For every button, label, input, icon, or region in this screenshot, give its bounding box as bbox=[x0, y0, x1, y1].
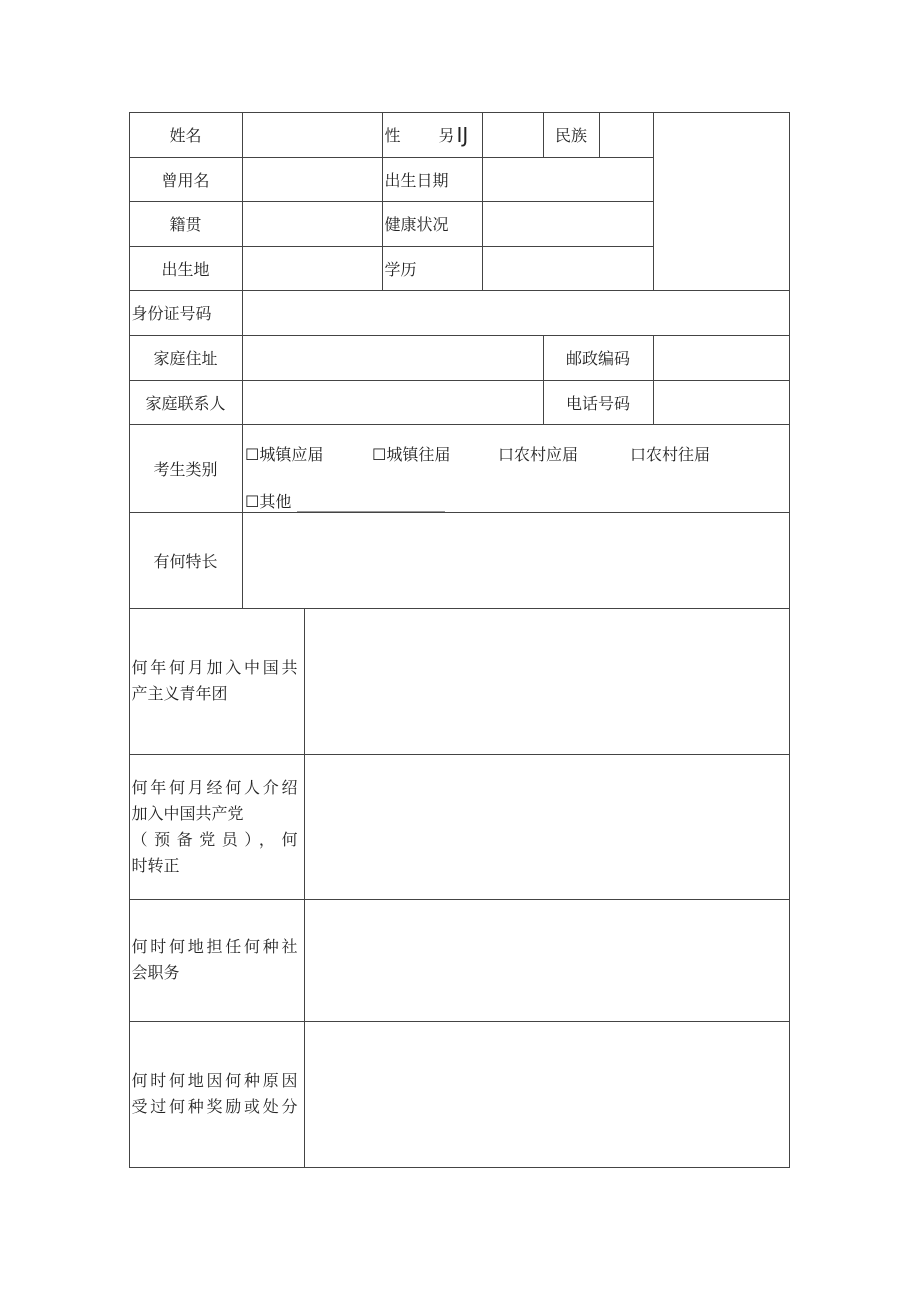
postal-code-field[interactable] bbox=[653, 335, 790, 381]
native-place-label bbox=[129, 201, 243, 247]
party-label-line: 时转正 bbox=[131, 855, 180, 875]
ethnicity-label-text: 民族 bbox=[554, 126, 587, 145]
id-number-field[interactable] bbox=[242, 290, 790, 336]
post-field[interactable] bbox=[304, 899, 790, 1022]
ethnicity-label bbox=[543, 112, 600, 158]
option-urban-fresh[interactable]: ☐城镇应届 bbox=[245, 445, 324, 464]
home-address-label-text: 家庭住址 bbox=[153, 349, 218, 368]
phone-field[interactable] bbox=[653, 380, 790, 425]
birth-date-label-text: 出生日期 bbox=[384, 170, 449, 190]
option-other[interactable] bbox=[245, 489, 445, 512]
post-label-line: 何时何地担任何种社 bbox=[131, 937, 298, 956]
option-rural-fresh[interactable]: 口农村应届 bbox=[498, 445, 579, 464]
home-contact-field[interactable] bbox=[242, 380, 544, 425]
party-label-line: （预备党员），何 bbox=[131, 829, 298, 849]
other-blank-line[interactable] bbox=[297, 497, 445, 512]
ethnicity-field[interactable] bbox=[599, 112, 654, 158]
birthplace-label bbox=[129, 246, 243, 291]
reward-label-line: 何时何地因何种原因 bbox=[131, 1071, 298, 1090]
home-contact-label-text: 家庭联系人 bbox=[145, 393, 226, 413]
specialty-label bbox=[129, 512, 243, 609]
category-label-text: 考生类别 bbox=[153, 459, 218, 479]
reward-label-line: 受过何种奖励或处分 bbox=[131, 1097, 298, 1116]
photo-cell bbox=[653, 112, 790, 291]
league-label bbox=[129, 608, 305, 755]
birth-date-field[interactable] bbox=[482, 157, 654, 202]
party-field[interactable] bbox=[304, 754, 790, 900]
name-label bbox=[129, 112, 243, 158]
name-label-text: 姓名 bbox=[169, 126, 202, 145]
former-name-label-text: 曾用名 bbox=[161, 170, 210, 190]
former-name-label bbox=[129, 157, 243, 202]
specialty-field[interactable] bbox=[242, 512, 790, 609]
reward-field[interactable] bbox=[304, 1021, 790, 1168]
health-field[interactable] bbox=[482, 201, 654, 247]
league-label-line: 产主义青年团 bbox=[131, 684, 228, 703]
education-field[interactable] bbox=[482, 246, 654, 291]
id-number-label bbox=[129, 290, 243, 336]
health-label bbox=[382, 201, 483, 247]
party-label-line: 加入中国共产党 bbox=[131, 803, 244, 823]
postal-code-label-text: 邮政编码 bbox=[565, 349, 630, 368]
party-label bbox=[129, 754, 305, 900]
birth-date-label bbox=[382, 157, 483, 202]
former-name-field[interactable] bbox=[242, 157, 383, 202]
option-rural-previous[interactable]: 口农村往届 bbox=[630, 445, 711, 464]
home-address-label bbox=[129, 335, 243, 381]
gender-label-part3: IJ bbox=[456, 122, 469, 147]
gender-field[interactable] bbox=[482, 112, 544, 158]
birthplace-field[interactable] bbox=[242, 246, 383, 291]
reward-label bbox=[129, 1021, 305, 1168]
gender-label-part2: 另 bbox=[438, 126, 455, 145]
post-label bbox=[129, 899, 305, 1022]
health-label-text: 健康状况 bbox=[384, 215, 449, 234]
native-place-label-text: 籍贯 bbox=[169, 215, 202, 234]
education-label-text: 学历 bbox=[384, 259, 417, 279]
post-label-line: 会职务 bbox=[131, 963, 180, 982]
birthplace-label-text: 出生地 bbox=[161, 259, 210, 279]
option-urban-previous[interactable]: ☐城镇往届 bbox=[372, 445, 451, 464]
category-label bbox=[129, 424, 243, 513]
league-label-line: 何年何月加入中国共 bbox=[131, 658, 298, 677]
education-label bbox=[382, 246, 483, 291]
postal-code-label bbox=[543, 335, 654, 381]
option-other-label: ☐其他 bbox=[245, 492, 292, 511]
id-number-label-text: 身份证号码 bbox=[131, 304, 212, 323]
home-address-field[interactable] bbox=[242, 335, 544, 381]
gender-label-part1: 性 bbox=[384, 126, 401, 145]
specialty-label-text: 有何特长 bbox=[153, 551, 218, 571]
league-field[interactable] bbox=[304, 608, 790, 755]
phone-label bbox=[543, 380, 654, 425]
home-contact-label bbox=[129, 380, 243, 425]
phone-label-text: 电话号码 bbox=[565, 393, 630, 413]
native-place-field[interactable] bbox=[242, 201, 383, 247]
gender-label bbox=[382, 112, 483, 158]
party-label-line: 何年何月经何人介绍 bbox=[131, 777, 298, 797]
name-field[interactable] bbox=[242, 112, 383, 158]
